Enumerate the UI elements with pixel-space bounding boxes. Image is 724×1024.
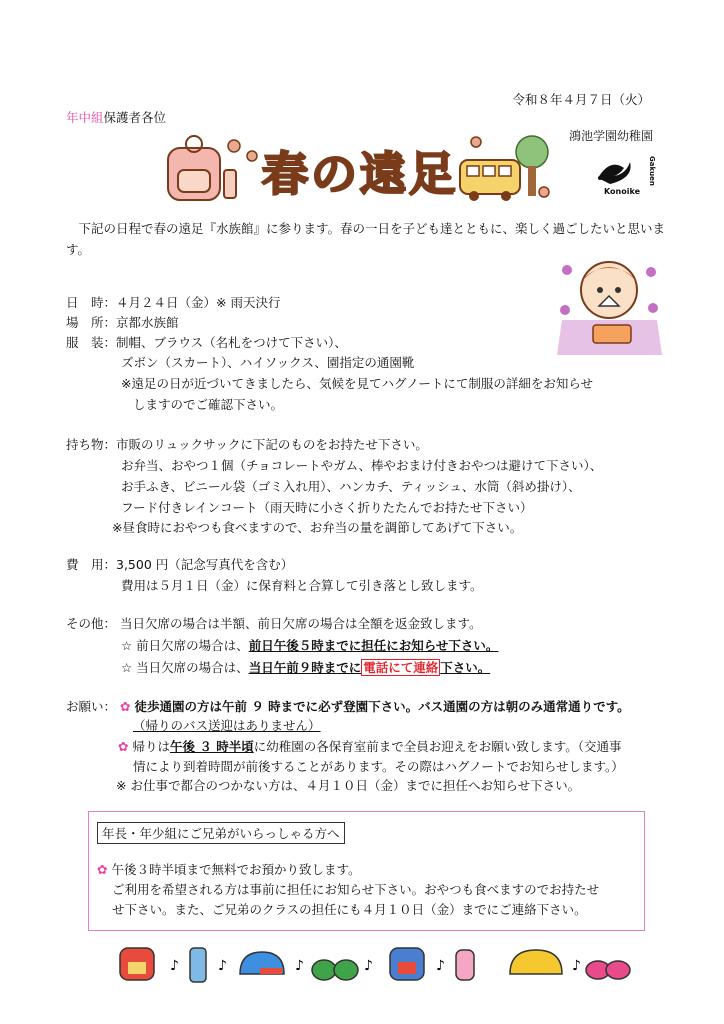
detail-place: 場 所：京都水族館 xyxy=(66,315,179,330)
bus-icon xyxy=(460,160,520,201)
recipient-grade: 年中組 xyxy=(66,110,104,125)
recipient-line xyxy=(66,108,166,126)
child-lunch-illustration xyxy=(557,250,662,360)
music-note-icon: ♪ xyxy=(218,958,227,974)
school-name: 鴻池学園幼稚園 xyxy=(569,129,654,143)
other-b-prefix: ☆ 当日欠席の場合は、 xyxy=(121,660,249,675)
request-3: ※ お仕事で都合のつかない方は、４月１０日（金）までに担任へお知らせ下さい。 xyxy=(116,778,581,793)
detail-items-note: ※昼食時におやつも食べますので、お弁当の量を調節してあげて下さい。 xyxy=(112,520,523,535)
detail-items-4: フード付きレインコート（雨天時に小さく折りたたんでお持たせ下さい） xyxy=(121,500,533,515)
recipient-rest: 保護者各位 xyxy=(103,110,167,125)
detail-clothes-2: ズボン（スカート）、ハイソックス、園指定の通園靴 xyxy=(121,355,415,370)
request-label: お願い： xyxy=(66,699,117,714)
page-title: 春の遠足 xyxy=(262,147,458,201)
cap-icon xyxy=(240,952,284,974)
detail-other-b xyxy=(121,658,490,678)
sibling-line-2: ご利用を希望される方は事前に担任にお知らせ下さい。おやつも食べますのでお持たせ xyxy=(112,882,600,897)
other-a-prefix: ☆ 前日欠席の場合は、 xyxy=(121,638,249,653)
svg-text:Konoike: Konoike xyxy=(604,187,641,196)
detail-clothes-note: ※遠足の日が近づいてきましたら、気候を見てハグノートにて制服の詳細をお知らせ xyxy=(121,376,593,391)
backpack-icon xyxy=(120,948,154,980)
music-note-icon: ♪ xyxy=(436,958,445,974)
backpack-icon xyxy=(390,948,424,980)
detail-other-a xyxy=(121,636,498,656)
water-bottle-icon xyxy=(456,950,474,980)
music-note-icon: ♪ xyxy=(364,958,373,974)
svg-text:Gakuen: Gakuen xyxy=(648,156,656,186)
detail-date: 日 時：４月２４日（金）※ 雨天決行 xyxy=(66,295,281,310)
detail-other: その他： 当日欠席の場合は半額、前日欠席の場合は全額を返金致します。 xyxy=(66,616,482,631)
request-2 xyxy=(118,737,621,757)
detail-items-2: お弁当、おやつ１個（チョコレートやガム、棒やおまけ付きおやつは避けて下さい）、 xyxy=(121,458,603,473)
request-2-bold: 午後 ３ 時半頃 xyxy=(169,739,254,754)
request-2-line-2: 情により到着時間が前後することがあります。その際はハグノートでお知らせします。） xyxy=(133,759,624,774)
other-b-bold-1: 当日午前９時までに xyxy=(248,660,362,675)
flower-icon: ✿ xyxy=(118,739,129,754)
flower-icon: ✿ xyxy=(97,862,108,877)
detail-clothes-note-2: しますのでご確認下さい。 xyxy=(133,397,284,412)
request-1-note xyxy=(133,716,321,736)
backpack-icon xyxy=(168,136,220,200)
detail-request xyxy=(66,697,630,717)
flower-icon: ✿ xyxy=(120,699,131,714)
shoes-icon xyxy=(586,961,630,979)
request-2-prefix: 帰りは xyxy=(132,739,170,754)
detail-items-3: お手ふき、ビニール袋（ゴミ入れ用）、ハンカチ、ティッシュ、水筒（斜め掛け）、 xyxy=(121,479,581,494)
sibling-line-3: せ下さい。また、ご兄弟のクラスの担任にも４月１０日（金）までにご連絡下さい。 xyxy=(112,902,587,917)
music-note-icon: ♪ xyxy=(295,958,304,974)
music-note-icon: ♪ xyxy=(170,958,179,974)
flower-icon xyxy=(228,140,257,161)
intro-paragraph: 下記の日程で春の遠足『水族館』に参ります。春の一日を子ども達とともに、楽しく過ごしたいと思います。 xyxy=(66,221,666,257)
other-b-bold-2: 下さい。 xyxy=(440,660,491,675)
other-b-red: 電話にて連絡 xyxy=(363,660,439,675)
sibling-line-1 xyxy=(97,860,360,880)
other-a-bold: 前日午後５時までに担任にお知らせ下さい。 xyxy=(248,638,499,653)
shoes-icon xyxy=(312,960,358,980)
request-1: 徒歩通園の方は午前 ９ 時までに必ず登園下さい。バス通園の方は朝のみ通常通りです。 xyxy=(134,699,630,714)
school-logo xyxy=(590,148,660,198)
detail-fee-2: 費用は５月１日（金）に保育料と合算して引き落とし致します。 xyxy=(121,578,483,593)
sibling-box-title: 年長・年少組にご兄弟がいらっしゃる方へ xyxy=(97,822,345,844)
water-bottle-icon xyxy=(224,170,236,198)
footer-decoration xyxy=(90,940,650,985)
request-1-note-text: （帰りのバス送迎はありません） xyxy=(133,718,321,733)
yellow-hat-icon xyxy=(510,950,562,974)
water-bottle-icon xyxy=(190,948,206,982)
detail-items: 持ち物：市販のリュックサックに下記のものをお持たせ下さい。 xyxy=(66,437,428,452)
sibling-line-1-text: 午後３時半頃まで無料でお預かり致します。 xyxy=(111,862,361,877)
request-2-rest: に幼稚園の各保育室前まで全員お迎えをお願い致します。（交通事 xyxy=(253,739,622,754)
detail-clothes: 服 装：制帽、ブラウス（名札をつけて下さい）、 xyxy=(66,335,347,350)
document-date: 令和８年４月７日（火） xyxy=(512,92,650,107)
detail-fee: 費 用：3,500 円（記念写真代を含む） xyxy=(66,557,294,572)
music-note-icon: ♪ xyxy=(572,958,581,974)
